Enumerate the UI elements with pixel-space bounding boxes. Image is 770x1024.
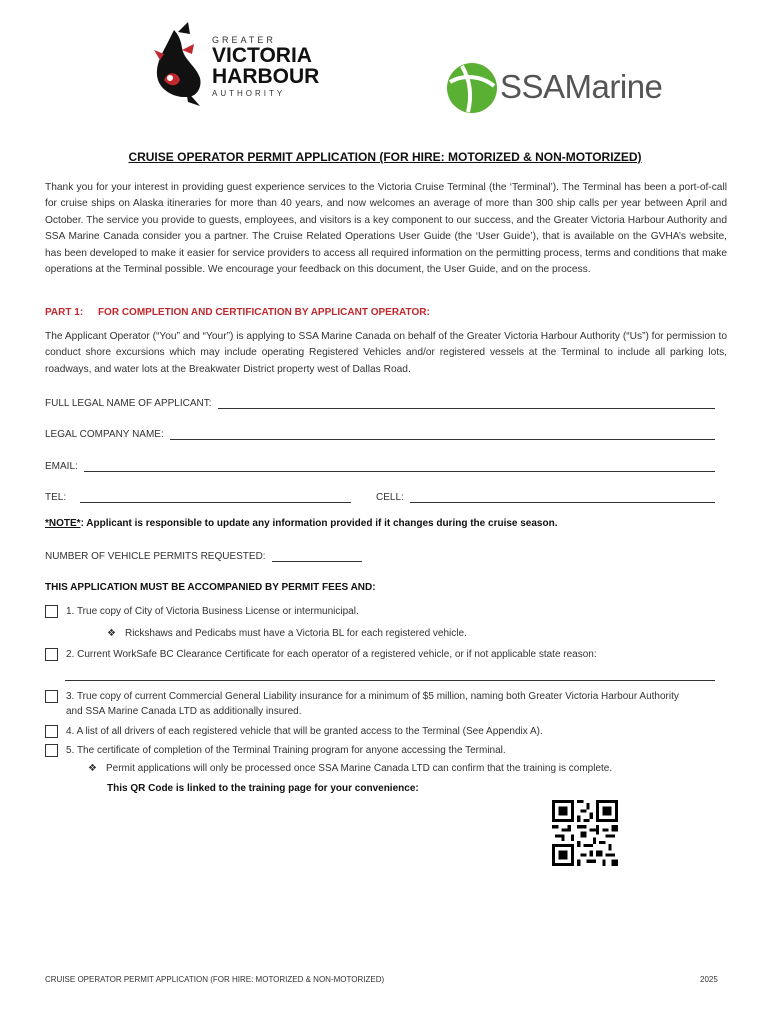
checklist-text-2: 2. Current WorkSafe BC Clearance Certificate for each operator of a registered vehicle, or if not applicable state reason: <box>66 649 597 660</box>
footer-title: CRUISE OPERATOR PERMIT APPLICATION (FOR HIRE: MOTORIZED & NON-MOTORIZED) <box>45 975 385 984</box>
company-label: LEGAL COMPANY NAME: <box>45 429 164 440</box>
footer-year: 2025 <box>700 975 718 984</box>
checkbox-2[interactable] <box>45 648 58 661</box>
applicant-paragraph: The Applicant Operator (“You” and “Your”) is applying to SSA Marine Canada on behalf of the Greater Victoria Harbour Authority (“Us”) for permission to conduct shore excursions which may include operating Registered Vehicles and/or registered vessels at the Terminal to include all parking lots, roadways, and water lots at the Breakwater District property west of Dallas Road. <box>45 331 727 375</box>
cell-row <box>376 487 715 503</box>
checklist-text-4: 4. A list of all drivers of each registered vehicle that will be granted access to the Terminal (See Appendix A). <box>66 726 543 737</box>
full-name-field[interactable] <box>218 396 715 409</box>
diamond-bullet-icon: ❖ <box>107 628 116 639</box>
part1-label: PART 1: <box>45 307 84 318</box>
tel-row <box>45 487 351 503</box>
tel-field[interactable] <box>80 490 351 503</box>
qr-caption: This QR Code is linked to the training page for your convenience: <box>107 783 419 794</box>
part1-heading <box>45 307 430 318</box>
gvha-harbour: HARBOUR <box>212 65 320 88</box>
permits-row <box>45 550 362 562</box>
checklist-item-3 <box>45 689 695 719</box>
checkbox-5[interactable] <box>45 744 58 757</box>
gvha-greater: GREATER <box>212 35 276 45</box>
full-name-label: FULL LEGAL NAME OF APPLICANT: <box>45 398 212 409</box>
ssa-marine-wordmark: SSAMarine <box>500 68 663 105</box>
company-field[interactable] <box>170 427 715 440</box>
email-row <box>45 456 715 472</box>
diamond-bullet-icon: ❖ <box>88 763 97 774</box>
gvha-authority: AUTHORITY <box>212 89 286 98</box>
reason-field[interactable] <box>65 680 715 681</box>
permits-field[interactable] <box>272 550 362 562</box>
checkbox-4[interactable] <box>45 725 58 738</box>
checkbox-1[interactable] <box>45 605 58 618</box>
gvha-logo-text <box>212 36 319 98</box>
checklist-item-1 <box>45 604 725 619</box>
note-prefix: *NOTE* <box>45 518 81 529</box>
cell-field[interactable] <box>410 490 715 503</box>
full-name-row <box>45 393 715 409</box>
sub-rickshaw <box>107 628 467 639</box>
sub-training <box>88 763 612 774</box>
tel-label: TEL: <box>45 492 67 503</box>
email-field[interactable] <box>84 459 715 472</box>
part1-title: FOR COMPLETION AND CERTIFICATION BY APPLICANT OPERATOR: <box>97 307 430 318</box>
page-title: CRUISE OPERATOR PERMIT APPLICATION (FOR HIRE: MOTORIZED & NON-MOTORIZED) <box>128 150 642 164</box>
qr-code[interactable] <box>552 800 618 866</box>
company-row <box>45 424 715 440</box>
checklist-text-3: 3. True copy of current Commercial General Liability insurance for a minimum of $5 million, naming both Greater Victoria Harbour Authority and SSA Marine Canada LTD as additionally insured. <box>66 691 679 717</box>
email-label: EMAIL: <box>45 461 78 472</box>
checklist-item-5 <box>45 743 725 758</box>
sub-training-text: Permit applications will only be processed once SSA Marine Canada LTD can confirm that the training is complete. <box>105 763 613 774</box>
checklist-item-4 <box>45 724 725 739</box>
gvha-victoria: VICTORIA <box>212 44 312 67</box>
cell-label: CELL: <box>376 492 404 503</box>
note-text: : Applicant is responsible to update any information provided if it changes during the cruise season. <box>80 518 558 529</box>
note <box>45 518 558 529</box>
checkbox-3[interactable] <box>45 690 58 703</box>
checklist-item-2 <box>45 647 725 662</box>
accompanied-heading: THIS APPLICATION MUST BE ACCOMPANIED BY PERMIT FEES AND: <box>45 582 376 593</box>
sub-rickshaw-text: Rickshaws and Pedicabs must have a Victoria BL for each registered vehicle. <box>124 628 467 639</box>
checklist-text-5: 5. The certificate of completion of the Terminal Training program for anyone accessing the Terminal. <box>66 745 506 756</box>
intro-paragraph: Thank you for your interest in providing guest experience services to the Victoria Cruise Terminal (the ‘Terminal’). The Terminal has been a port-of-call for cruise ships on Alaska itineraries for more than 40 years, and now welcomes an average of more than 300 ship calls per year between April and October. The service you provide to guests, employees, and visitors is a key component to our success, and the Greater Victoria Harbour Authority and SSA Marine Canada consider you a partner. The Cruise Related Operations User Guide (the ‘User Guide’), that is available on the GVHA’s website, has been developed to make it easier for service providers to access all required information on the permitting process, terms and conditions that make operations at the Terminal possible. We encourage your feedback on this document, the User Guide, and on the process. <box>45 182 727 276</box>
permits-label: NUMBER OF VEHICLE PERMITS REQUESTED: <box>45 551 266 562</box>
checklist-text-1: 1. True copy of City of Victoria Business License or intermunicipal. <box>66 606 359 617</box>
